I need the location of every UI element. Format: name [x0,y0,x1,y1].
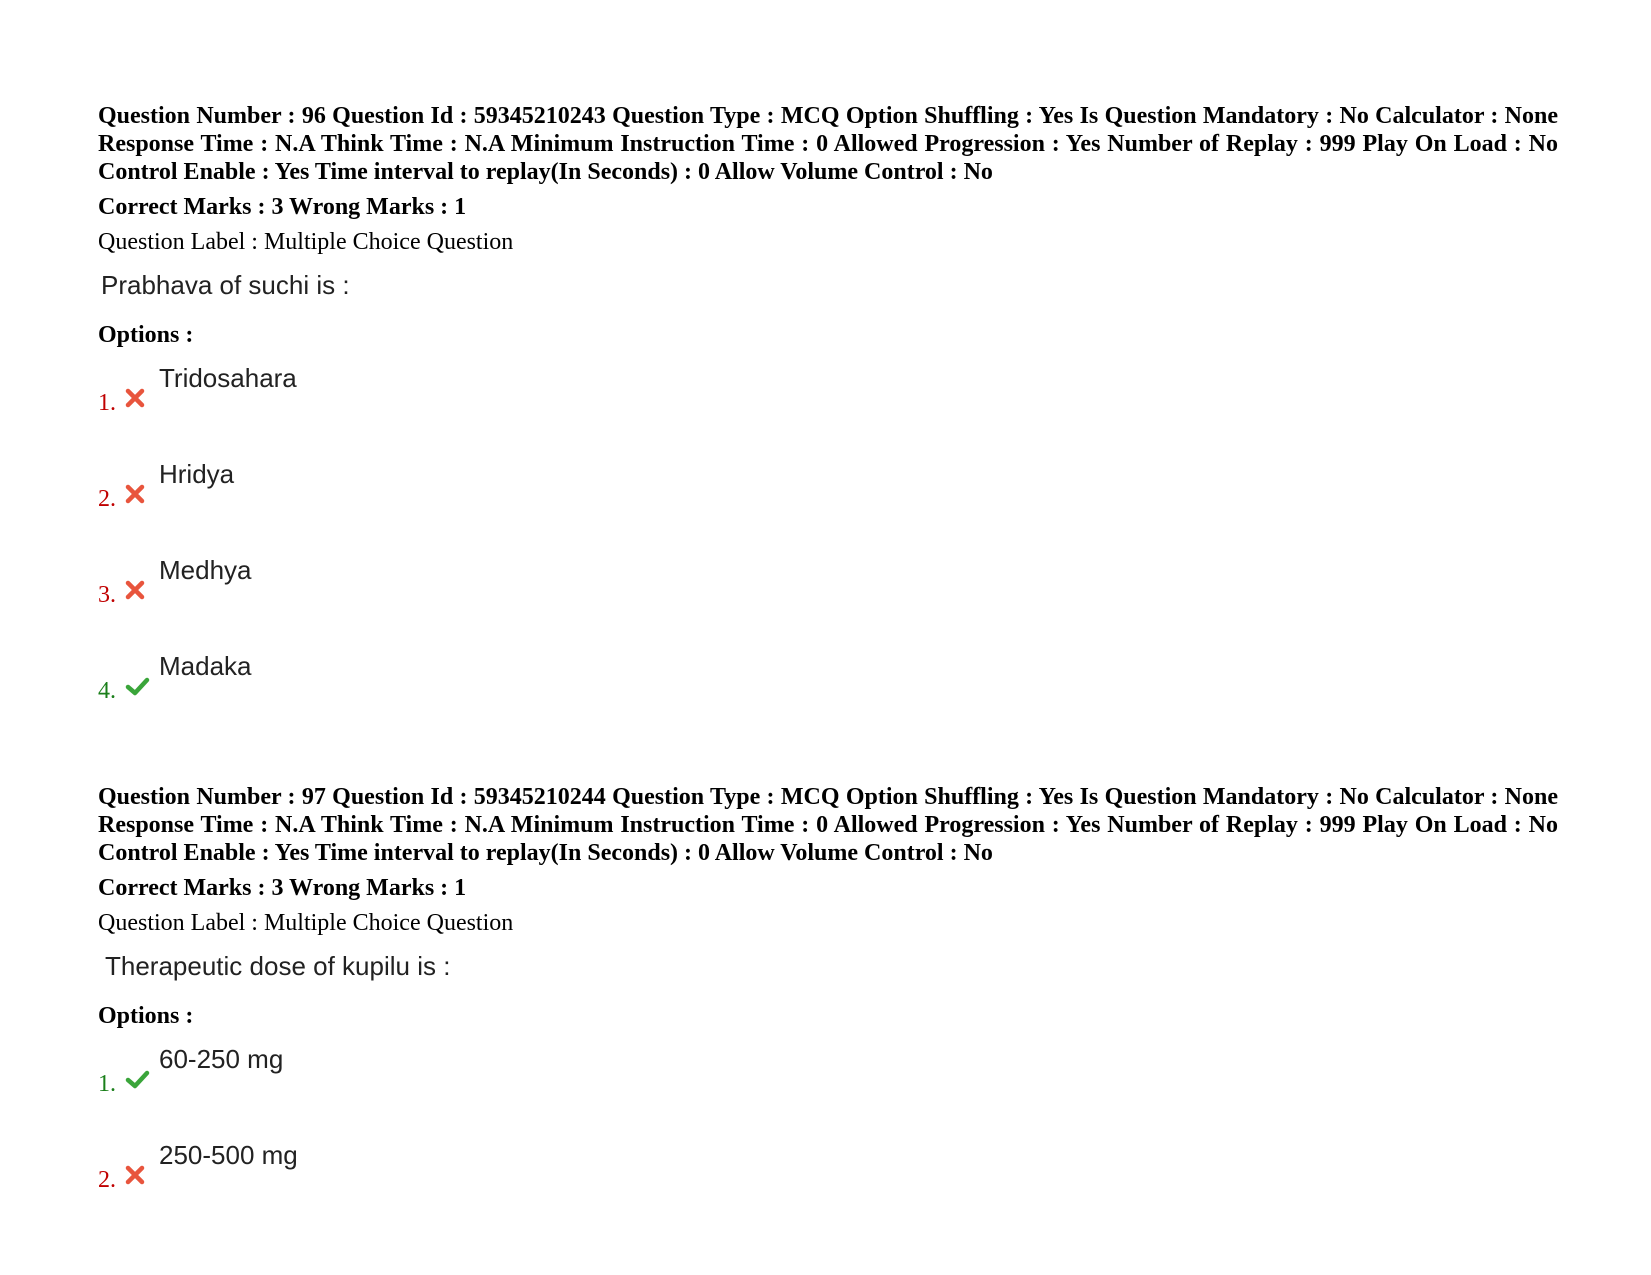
option-text: Medhya [159,555,252,585]
option-item [98,549,1558,645]
question-block-97 [98,783,1558,1230]
option-number: 1. [98,390,116,416]
option-text: 250-500 mg [159,1140,298,1170]
question-text: Prabhava of suchi is : [101,270,350,300]
option-number: 3. [98,582,116,608]
option-item [98,453,1558,549]
option-item [98,645,1558,741]
check-icon [124,1068,150,1090]
question-meta: Question Number : 97 Question Id : 59345210244 Question Type : MCQ Option Shuffling : Yes Is Question Mandatory : No Calculator : None Response Time : N.A Think Time : N.A Minimum Instruction Time : 0 Allowed Progression : Yes Number of Replay : 999 Play On Load : No Control Enable : Yes Time interval to replay(In Seconds) : 0 Allow Volume Control : No [98,784,1558,866]
option-number: 1. [98,1071,116,1097]
option-number: 4. [98,678,116,704]
options-list [98,357,1558,741]
check-icon [124,675,150,697]
cross-icon [124,1164,146,1186]
cross-icon [124,579,146,601]
option-item [98,1038,1558,1134]
option-item [98,357,1558,453]
question-text: Therapeutic dose of kupilu is : [105,951,451,981]
question-block-96 [98,102,1558,741]
question-marks: Correct Marks : 3 Wrong Marks : 1 [98,194,467,220]
cross-icon [124,387,146,409]
question-label: Question Label : Multiple Choice Question [98,229,514,255]
question-meta: Question Number : 96 Question Id : 59345210243 Question Type : MCQ Option Shuffling : Yes Is Question Mandatory : No Calculator : None Response Time : N.A Think Time : N.A Minimum Instruction Time : 0 Allowed Progression : Yes Number of Replay : 999 Play On Load : No Control Enable : Yes Time interval to replay(In Seconds) : 0 Allow Volume Control : No [98,103,1558,185]
option-text: 60-250 mg [159,1044,284,1074]
option-text: Hridya [159,459,235,489]
question-marks: Correct Marks : 3 Wrong Marks : 1 [98,875,467,901]
options-heading: Options : [98,1003,194,1029]
options-list [98,1038,1558,1230]
cross-icon [124,483,146,505]
option-number: 2. [98,486,116,512]
question-label: Question Label : Multiple Choice Question [98,910,514,936]
option-text: Madaka [159,651,252,681]
option-number: 2. [98,1167,116,1193]
options-heading: Options : [98,322,194,348]
option-text: Tridosahara [159,363,297,393]
option-item [98,1134,1558,1230]
